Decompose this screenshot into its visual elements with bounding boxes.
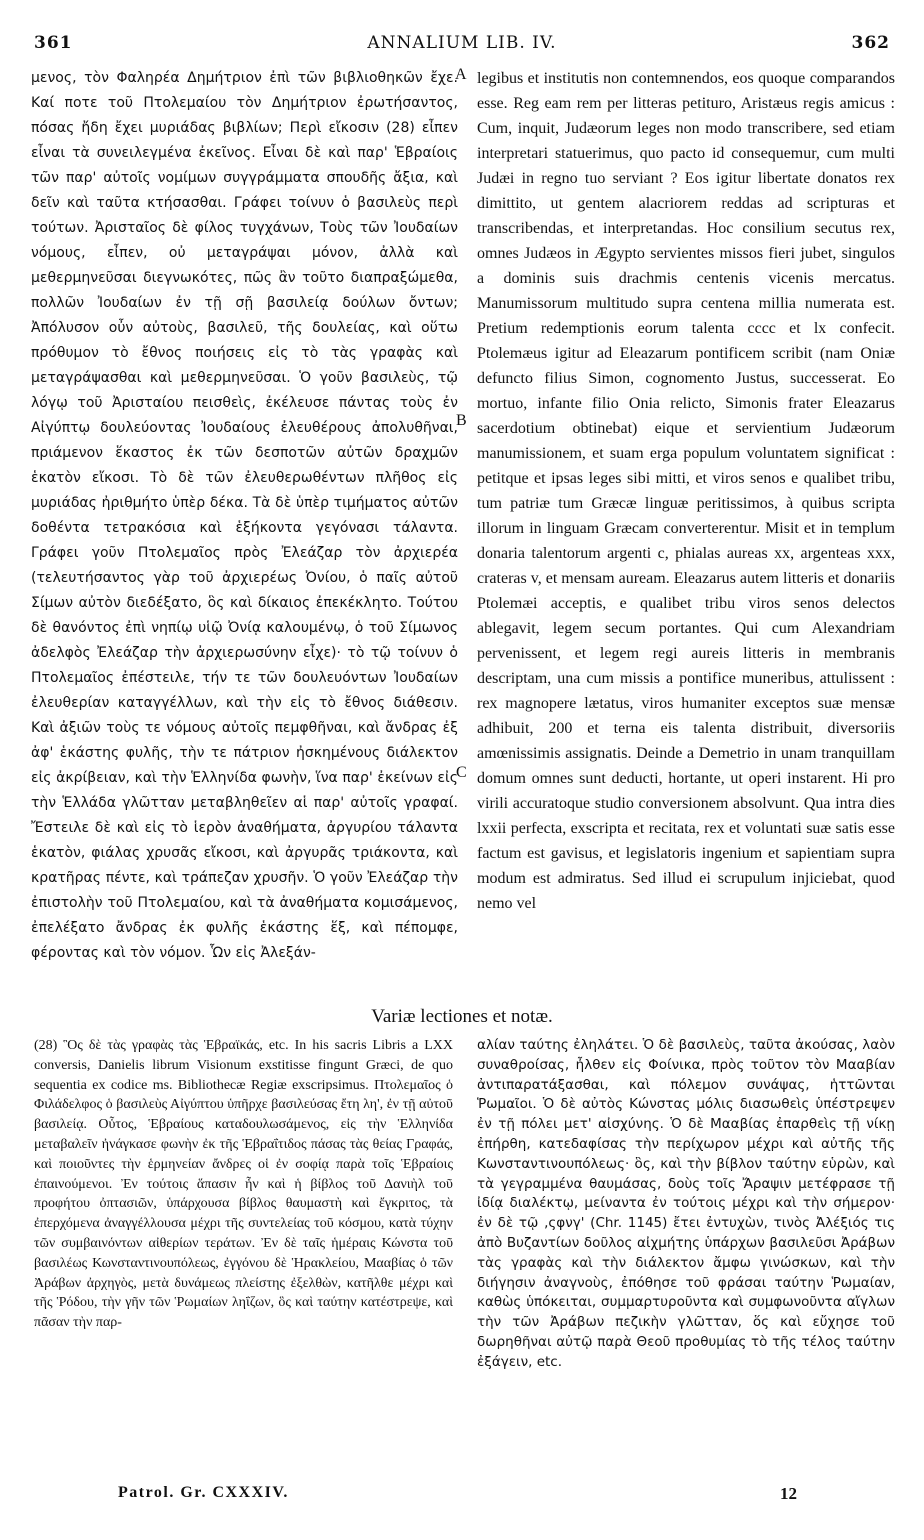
greek-text: μενος, τὸν Φαληρέα Δημήτριον ἐπὶ τῶν βιβλιοθηκῶν ἔχε. Καί ποτε τοῦ Πτολεμαίου τὸν Δημήτριον ἐρωτήσαντος, πόσας ἤδη ἔχει μυριάδας βιβλίων; Περὶ εἴκοσιν (28) εἶπεν εἶναι τὰ συνειλεγμένα ἐκεῖνος. Εἶναι δὲ καὶ παρ' Ἑβραίοις τῶν παρ' αὐτοῖς νομίμων συγγράμματα σπουδῆς ἄξια, καὶ δεῖν καὶ ταῦτα κτήσασθαι. Γράφει τοίνυν ὁ βασιλεὺς περὶ τούτων. Ἀρισταῖος δὲ φίλος τυγχάνων, Τοὺς τῶν Ἰουδαίων νόμους, εἶπεν, οὐ μεταγράψαι μόνον, ἀλλὰ καὶ μεθερμηνεῦσαι διεγνωκότες, πῶς ἂν τοῦτο διαπραξώμεθα, πολλῶν Ἰουδαίων ἐν τῇ σῇ βασιλείᾳ δούλων ὄντων; Ἀπόλυσον οὖν αὐτοὺς, βασιλεῦ, τῆς δουλείας, καὶ οὕτω πρόθυμον τὸ ἔθνος ποιήσεις εἰς τὸ τὰς γραφὰς καὶ μεταγράψασθαι καὶ μεθερμηνεῦσαι. Ὁ γοῦν βασιλεὺς, τῷ λόγῳ τοῦ Ἀρισταίου πεισθεὶς, ἐκέλευσε πάντας τοὺς ἐν Αἰγύπτῳ δουλεύοντας Ἰουδαίους ἐλευθέρους ἀπολυθῆναι, πριάμενον ἕκαστος ἐκ τῶν δεσποτῶν αὐτῶν δραχμῶν ἑκατὸν εἴκοσι. Τὸ δὲ τῶν ἐλευθερωθέντων πλῆθος εἰς μυριάδας ἠριθμήτο ὑπὲρ δέκα. Τὰ δὲ ὑπὲρ τιμήματος αὐτῶν δοθέντα τετρακόσια καὶ ἑξήκοντα γεγόνασι τάλαντα. Γράφει γοῦν Πτολεμαῖος πρὸς Ἐλεάζαρ τὸν ἀρχιερέα (τελευτήσαντος γὰρ τοῦ ἀρχιερέως Ὀνίου, ὁ παῖς αὐτοῦ Σίμων αὐτὸν διεδέξατο, ὃς καὶ δίκαιος ἐπεκέκλητο. Τούτου δὲ θανόντος ἐπὶ νηπίῳ υἱῷ Ὀνίᾳ καλουμένῳ, ὁ τοῦ Σίμωνος ἀδελφὸς Ἐλεάζαρ τὴν ἀρχιερωσύνην εἶχε)· τὸ τῷ τοίνυν ὁ Πτολεμαῖος ἐπέστειλε, τήν τε τῶν δουλευόντων Ἰουδαίων ἐλευθερίαν καταγγέλλων, καὶ τὴν εἰς τὸ ἔθνος διάθεσιν. Καὶ ἀξιῶν τοὺς τε νόμους αὐτοῖς πεμφθῆναι, καὶ ἄνδρας ἐξ ἀφ' ἑκάστης φυλῆς, τὴν τε πάτριον ἠσκημένους διάλεκτον εἰς ἀκρίβειαν, καὶ τὴν Ἑλληνίδα φωνὴν, ἵνα παρ' ἐκείνων εἰς τὴν Ἑλλάδα γλῶτταν μεταβληθεῖεν αἱ παρ' αὐτοῖς γραφαί. Ἔστειλε δὲ καὶ εἰς τὸ ἱερὸν ἀναθήματα, ἀργυρίου τάλαντα ἑκατὸν, φιάλας χρυσᾶς εἴκοσι, καὶ ἀργυρᾶς τριάκοντα, καὶ κρατῆρας πέντε, καὶ τράπεζαν χρυσῆν. Ὁ γοῦν Ἐλεάζαρ τὴν ἐπιστολὴν τοῦ Πτολεμαίου, καὶ τὰ ἀναθήματα κομισάμενος, ἐπελέξατο ἄνδρας ἐκ φυλῆς ἑκάστης ἕξ, καὶ πέπομφε, φέροντας καὶ τὸν νόμον. Ὧν εἰς Ἀλεξάν-: [31, 70, 458, 961]
margin-marker-a: A: [455, 66, 467, 83]
page-number-left: 361: [34, 33, 73, 53]
notes-left-column: [34, 1036, 453, 1333]
page-header: [0, 33, 924, 63]
greek-column: [31, 66, 458, 966]
notes-right-column: [477, 1036, 895, 1373]
running-title: ANNALIUM LIB. IV.: [367, 33, 557, 53]
notes-title: Variæ lectiones et notæ.: [371, 1006, 553, 1027]
footer-signature: 12: [780, 1484, 797, 1503]
page-number-right: 362: [851, 33, 890, 53]
latin-column: [477, 66, 895, 916]
page-footer: [0, 1484, 924, 1514]
notes-right-text: αλίαν ταύτης ἐληλάτει. Ὁ δὲ βασιλεὺς, ταῦτα ἀκούσας, λαὸν συναθροίσας, ἦλθεν εἰς Φοίνικα, πρὸς τοῦτον τὸν Μααβίαν ἀντιπαρατάξασθαι, καὶ πόλεμον συνάψας, ἡττῶνται Ῥωμαῖοι. Ὁ δὲ αὐτὸς Κώνστας μόλις διασωθεὶς ὑπέστρεψεν ἐν τῇ πόλει μετ' αἰσχύνης. Ὁ δὲ Μααβίας ἐπαρθεὶς τῇ νίκῃ ἐπήρθη, κατεδαφίσας τὴν περίχωρον μέχρι καὶ αὐτῆς τῆς Κωνσταντινουπόλεως· ὃς, καὶ τὴν βίβλον ταύτην εὑρὼν, καὶ τὰ γεγραμμένα θαυμάσας, δοὺς τοῖς Ἄραψιν μετέφρασε τῇ ἰδίᾳ διαλέκτῳ, μείναντα ἐν τούτοις μέχρι καὶ τὴν σήμερον· ἐν δὲ τῷ ,ςφνγ' (Chr. 1145) ἔτει ἐντυχὼν, τινὸς Ἀλέξιός τις ἀπὸ Βυζαντίων δοῦλος αἰχμήτης ὑπάρχων βασιλεῦσι Ἀράβων τὰς γραφὰς καὶ τὴν διάλεκτον ἄμφω γινώσκων, καὶ τὴν διήγησιν ἀναγνοὺς, ἐπόθησε τοῦ φράσαι ταύτην Ῥωμαίαν, καθὼς ὑπόκειται, συμμαρτυροῦντα καὶ συμφωνοῦντα αἴγλων τὴν τῶν Ἀράβων πεζικὴν γλῶτταν, ὅς καὶ εὔχησε τοῦ δωρηθῆναι αὐτῷ παρὰ Θεοῦ προθυμίας τὸ τῆς τέλος ταύτην ἐξάγειν, etc.: [477, 1037, 895, 1370]
margin-marker-b: B: [456, 412, 467, 429]
margin-marker-c: C: [456, 764, 467, 781]
notes-left-text: (28) Ὃς δὲ τὰς γραφὰς τὰς Ἑβραϊκάς, etc. In his sacris Libris a LXX conversis, Danielis librum Visionum exstitisse fingunt Græci, de quo sequentia ex codice ms. Bibliothecæ Regiæ exscripsimus. Πτολεμαῖος ὁ Φιλάδελφος ὁ βασιλεὺς Αἰγύπτου ὑπῆρχε βασιλεύσας ἔτη λη', ἐν τῇ αὐτοῦ βασιλείᾳ. Οὗτος, Ἑβραίους καταδουλωσάμενος, εἰς τὴν Ἑλληνίδα μεταβαλεῖν ἠνάγκασε φωνὴν ἐκ τῆς Ἑβραΐτιδος πάσας τὰς θείας Γραφάς, καὶ ποιοῦντες τὴν ἑρμηνείαν ἄνδρες οἱ ἐν σοφίᾳ παρὰ τοῖς Ἑβραίοις ἐπαινούμενοι. Ἐν τούτοις ἅπασιν ἦν καὶ ἡ βίβλος τοῦ Δανιὴλ τοῦ προφήτου ὀπτασιῶν, ὑπάρχουσα βίβλος θαυμαστὴ καὶ ἔγκριτος, τὰ ἐπερχόμενα ἀναγγέλλουσα μέχρι τῆς συντελείας τοῦ κόσμου, κατὰ τύχην τῶν συμβαινόντων αἰθερίων τεράτων. Ἐν δὲ ταῖς ἡμέραις Κώνστα τοῦ βασιλέως Κωνσταντινουπόλεως, ἐγγόνου δὲ Ἡρακλείου, Μααβίας ὁ τῶν Ἀράβων ἀρχηγὸς, μετὰ δυνάμεως πλείστης ἐξελθὼν, κατῆλθε μέχρι καὶ τῆς Ῥόδου, τὴν γῆν τῶν Ῥωμαίων ληΐζων, ὃς καὶ ταύτην κατέστρεψε, καὶ πᾶσαν τὴν παρ-: [34, 1038, 453, 1331]
footer-series: Patrol. Gr. CXXXIV.: [118, 1484, 289, 1501]
latin-text: legibus et institutis non contemnendos, eos quoque comparandos esse. Reg eam rem per litteras petituro, Aristæus regis amicus : Cum, inquit, Judæorum leges non modo transcribere, sed etiam interpretari statuerimus, quo pacto id consequemur, cum multi Judæi in regno tuo serviant ? Eos igitur libertate donatos rex dimittito, ut gentem alacriorem reddas ad scripturas et transcribendas, et interpretandas. Hoc consilium secutus rex, omnes Judæos in Ægypto servientes missos fieri jubet, singulos a dominis suis drachmis centenis vicenis mercatus. Manumissorum multitudo supra centena millia numerata est. Pretium redemptionis eorum talenta cccc et lx confecit. Ptolemæus igitur ad Eleazarum pontificem scribit (nam Oniæ defuncto filius Simon, cognomento Justus, successerat. Eo mortuo, infante filio Onia relicto, Simonis frater Eleazarus sacerdotium obtinebat) eique et servientium Judæorum manumissionem, et suam erga populum voluntatem significat : petitque et ipsas leges sibi mitti, et viros senos e qualibet tribu, tum patriæ tum Græcæ linguæ peritissimos, à quibus scripta illorum in linguam Græcam converterentur. Misit et in templum donaria talentorum argenti c, phialas aureas xx, argenteas xxx, crateras v, et mensam auream. Eleazarus autem litteris et donariis Ptolemæi acceptis, e qualibet tribu viros senos delectos ablegavit, legem secum portantes. Qui cum Alexandriam pervenissent, et legem regi aureis litteris in membranis descriptam, una cum missis a pontifice muneribus, attulissent : rex magnopere lætatus, viros humaniter exceptos suæ mensæ adhibuit, 200 et terna eis talenta distribuit, diversoriis amœnissimis assignatis. Deinde a Demetrio in unam tranquillam domum omnes sunt deducti, hortante, ut operi instarent. Hi pro virili accuratoque studio conversionem absolvunt. Qua intra dies lxxii perfecta, exscripta et recitata, rex et voluntati suæ satis esse factum est gavisus, et legislatoris ingenium et sapientiam supra modum est admiratus. Sed illud ei scrupulum injiciebat, quod nemo vel: [477, 70, 895, 912]
